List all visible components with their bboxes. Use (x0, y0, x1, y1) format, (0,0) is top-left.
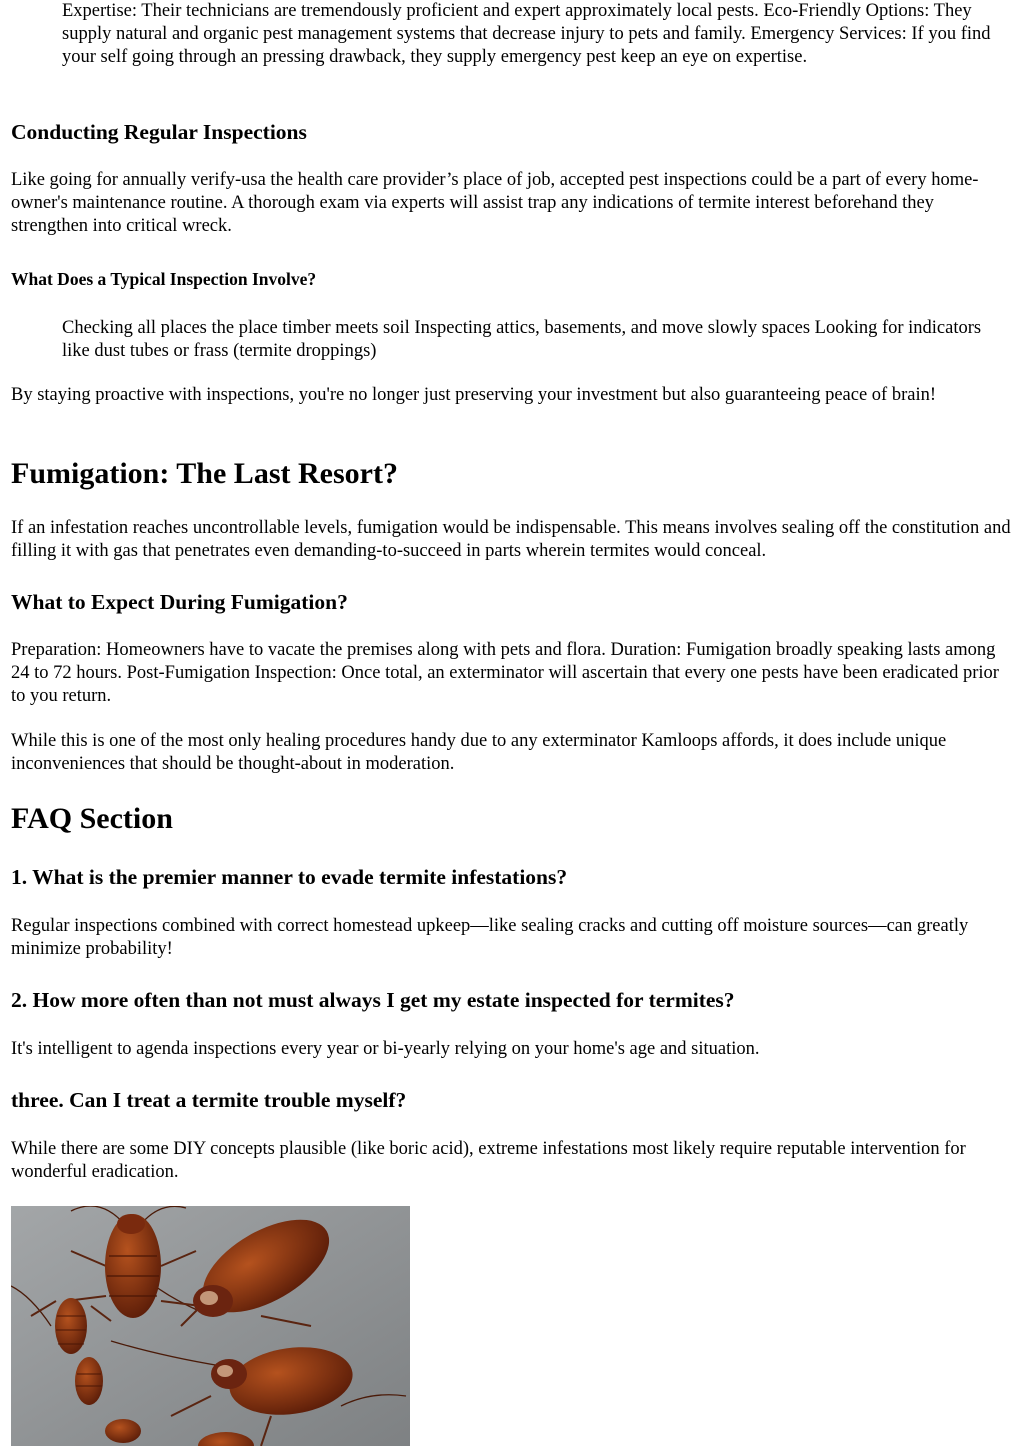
faq-question: 2. How more often than not must always I get my estate inspected for termites? (11, 988, 735, 1012)
fumigation-expect-paragraph: Preparation: Homeowners have to vacate the premises along with pets and flora. Duration: Fumigation broadly speaking lasts among 24 to 72 hours. Post-Fumigation Inspection: Once total, an exterminator will ascertain that every one pests have been eradicated prior to you return. (11, 640, 999, 706)
faq-question: three. Can I treat a termite trouble myself? (11, 1088, 407, 1112)
fumigation-heading: Fumigation: The Last Resort? (11, 457, 398, 490)
inspections-closing-paragraph: By staying proactive with inspections, you're no longer just preserving your investment but also guaranteeing peace of brain! (11, 385, 937, 405)
faq-answer: Regular inspections combined with correct homestead upkeep—like sealing cracks and cutting off moisture sources—can greatly minimize probability! (11, 916, 969, 959)
intro-service-list: Expertise: Their technicians are tremendously proficient and expert approximately local pests. Eco-Friendly Options: They supply natural and organic pest management systems that decrease injury to pets and family. Emergency Services: If you find your self going through an pressing drawback, they supply emergency pest keep an eye on expertise. (62, 1, 991, 67)
fumigation-expect-heading: What to Expect During Fumigation? (11, 590, 348, 614)
cockroach-large-left (105, 1214, 161, 1318)
inspections-heading: Conducting Regular Inspections (11, 120, 307, 144)
typical-inspection-heading: What Does a Typical Inspection Involve? (11, 269, 317, 289)
cockroach-photo (11, 1206, 410, 1446)
fumigation-closing-paragraph: While this is one of the most only healing procedures handy due to any exterminator Kamloops affords, it does include unique inconveniences that should be thought-about in moderation. (11, 731, 947, 774)
inspections-paragraph: Like going for annually verify-usa the health care provider’s place of job, accepted pest inspections could be a part of every home-owner's maintenance routine. A thorough exam via experts will assist trap any indications of termite interest beforehand they strengthen into critical wreck. (11, 170, 979, 236)
cockroach-illustration (11, 1206, 410, 1446)
faq-answer: While there are some DIY concepts plausible (like boric acid), extreme infestations most likely require reputable intervention for wonderful eradication. (11, 1139, 966, 1182)
fumigation-paragraph: If an infestation reaches uncontrollable levels, fumigation would be indispensable. This means involves sealing off the constitution and filling it with gas that penetrates even demanding-to-succeed in parts wherein termites would conceal. (11, 518, 1011, 561)
faq-answer: It's intelligent to agenda inspections every year or bi-yearly relying on your home's age and situation. (11, 1039, 760, 1059)
cockroach-nymph (75, 1357, 103, 1405)
faq-question: 1. What is the premier manner to evade termite infestations? (11, 865, 568, 889)
inspection-checklist: Checking all places the place timber meets soil Inspecting attics, basements, and move slowly spaces Looking for indicators like dust tubes or frass (termite droppings) (62, 318, 982, 361)
faq-heading: FAQ Section (11, 802, 173, 835)
cockroach-nymph (105, 1419, 141, 1443)
cockroach-nymph (55, 1298, 87, 1354)
